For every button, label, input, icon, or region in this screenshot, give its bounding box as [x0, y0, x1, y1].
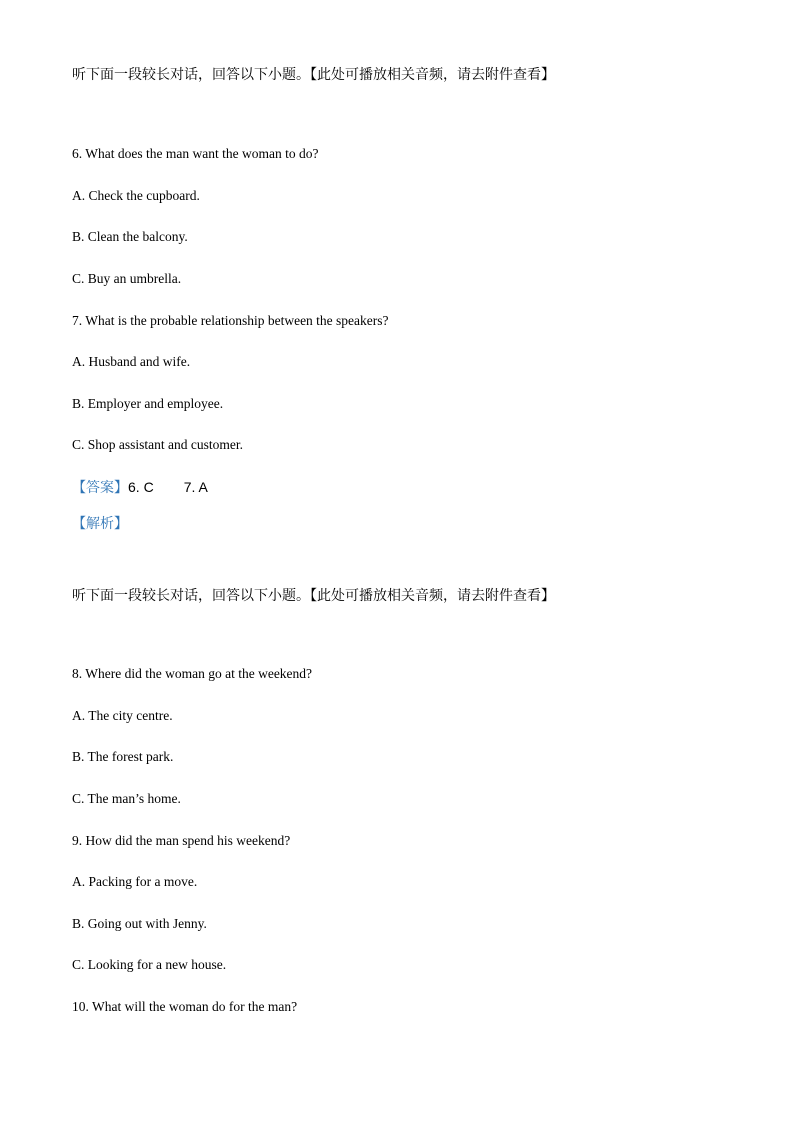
question-6-option-c: C. Buy an umbrella. — [72, 271, 182, 286]
analysis-label: 【解析】 — [72, 516, 128, 532]
question-7-option-b: B. Employer and employee. — [72, 396, 224, 411]
question-8-option-b: B. The forest park. — [72, 749, 174, 764]
question-9-option-a: A. Packing for a move. — [72, 874, 198, 889]
question-10-stem: 10. What will the woman do for the man? — [72, 999, 298, 1014]
question-9-option-c: C. Looking for a new house. — [72, 957, 227, 972]
section1-instruction: 听下面一段较长对话，回答以下小题。【此处可播放相关音频，请去附件查看】 — [72, 67, 555, 83]
analysis-row — [72, 515, 128, 533]
question-6-option-a: A. Check the cupboard. — [72, 188, 200, 203]
answer-label: 【答案】 — [72, 480, 128, 496]
section2-instruction: 听下面一段较长对话，回答以下小题。【此处可播放相关音频，请去附件查看】 — [72, 588, 555, 604]
question-8-option-a: A. The city centre. — [72, 708, 173, 723]
question-6-option-b: B. Clean the balcony. — [72, 229, 188, 244]
question-8-option-c: C. The man’s home. — [72, 791, 181, 806]
question-8-stem: 8. Where did the woman go at the weekend? — [72, 666, 313, 681]
question-6-stem: 6. What does the man want the woman to do? — [72, 146, 319, 161]
question-9-stem: 9. How did the man spend his weekend? — [72, 833, 291, 848]
question-7-option-c: C. Shop assistant and customer. — [72, 437, 243, 452]
question-7-option-a: A. Husband and wife. — [72, 354, 191, 369]
question-7-stem: 7. What is the probable relationship between the speakers? — [72, 313, 389, 328]
question-9-option-b: B. Going out with Jenny. — [72, 916, 207, 931]
answer-row — [72, 478, 208, 497]
answer-7: 7. A — [183, 479, 208, 495]
answer-6: 6. C — [128, 479, 154, 495]
